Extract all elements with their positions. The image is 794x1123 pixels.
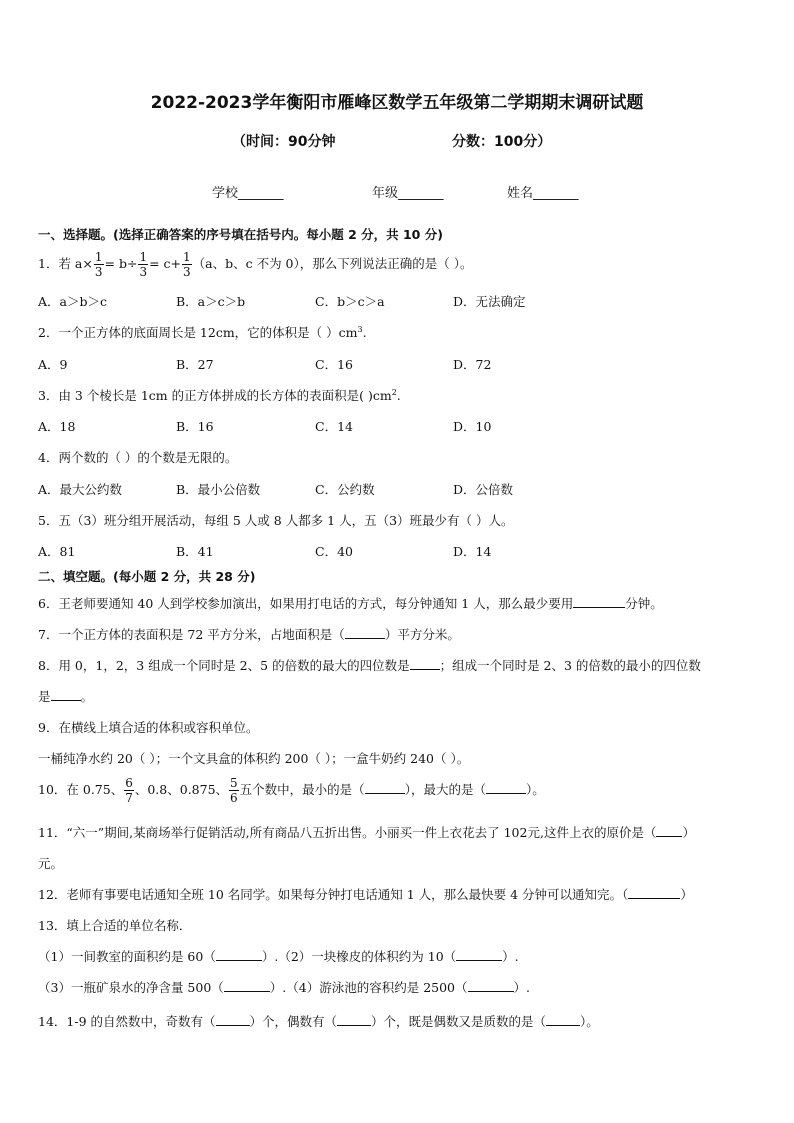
question-13-row1: （1）一间教室的面积约是 60（ ）.（2）一块橡皮的体积约为 10（ ）. [38, 949, 519, 964]
fraction: $\frac{5}{6}$ [230, 776, 238, 805]
question-4: 4．两个数的（ ）的个数是无限的。 [38, 450, 238, 465]
section-2-heading: 二、填空题。(每小题 2 分，共 28 分) [38, 569, 256, 584]
answer-blank[interactable] [573, 595, 625, 608]
fraction: $\frac{1}{3}$ [183, 250, 191, 279]
answer-blank[interactable] [337, 1013, 371, 1026]
fraction: $\frac{1}{3}$ [139, 250, 148, 279]
answer-blank[interactable] [410, 657, 440, 670]
q3-option-b: B．16 [176, 419, 214, 434]
q3-option-a: A．18 [38, 419, 76, 434]
q4-option-a: A．最大公约数 [38, 482, 123, 497]
q4-option-b: B．最小公倍数 [176, 482, 261, 497]
q5-option-c: C．40 [315, 544, 353, 559]
q2-option-c: C．16 [315, 357, 353, 372]
question-2: 2．一个正方体的底面周长是 12cm，它的体积是（ ）$cm^3$. [38, 324, 367, 340]
question-1: 1．若 a× $\frac{1}{3}$ = b÷ $\frac{1}{3}$ = c+ $\frac{1}{3}$ （a、b、c 不为 0），那么下列说法正确的是（ ）。 [38, 250, 473, 279]
name-field: 姓名_______ [507, 186, 579, 201]
question-5: 5．五（3）班分组开展活动，每组 5 人或 8 人都多 1 人，五（3）班最少有（ ）人。 [38, 513, 514, 528]
answer-blank[interactable] [456, 948, 502, 961]
answer-blank[interactable] [546, 1013, 580, 1026]
q5-option-d: D．14 [453, 544, 492, 559]
q1-option-c: C．b＞c＞a [315, 294, 385, 309]
answer-blank[interactable] [486, 781, 526, 794]
question-13: 13．填上合适的单位名称． [38, 918, 192, 933]
question-6: 6．王老师要通知 40 人到学校参加演出，如果用打电话的方式，每分钟通知 1 人，那么最少要用 分钟。 [38, 596, 663, 611]
answer-blank[interactable] [216, 948, 262, 961]
fraction: $\frac{1}{3}$ [94, 250, 103, 279]
answer-blank[interactable] [365, 781, 405, 794]
q5-option-a: A．81 [38, 544, 76, 559]
question-3: 3．由 3 个棱长是 1cm 的正方体拼成的长方体的表面积是( )$cm^2$. [38, 387, 401, 403]
question-11-cont: 元。 [38, 856, 64, 871]
answer-blank[interactable] [628, 886, 680, 899]
q1-option-b: B．a＞c＞b [176, 294, 246, 309]
q3-option-c: C．14 [315, 419, 353, 434]
question-9-items: 一桶纯净水约 20（ ）；一个文具盒的体积约 200（ ）；一盒牛奶约 240（ ）。 [38, 751, 470, 766]
q2-option-a: A．9 [38, 357, 68, 372]
school-field: 学校_______ [212, 186, 284, 201]
answer-blank[interactable] [224, 979, 270, 992]
q2-option-d: D．72 [453, 357, 492, 372]
question-10: 10．在 0.75、 $\frac{6}{7}$ 、0.8、0.875、 $\frac{5}{6}$ 五个数中，最小的是（ ），最大的是（ ）。 [38, 776, 545, 805]
question-14: 14．1-9 的自然数中，奇数有（ ）个，偶数有（ ）个，既是偶数又是质数的是（ ）。 [38, 1014, 599, 1029]
question-8: 8．用 0，1，2，3 组成一个同时是 2、5 的倍数的最大的四位数是 ；组成一个同时是 2、3 的倍数的最小的四位数 [38, 658, 701, 673]
exam-score: 分数：100分） [452, 134, 552, 150]
answer-blank[interactable] [468, 979, 514, 992]
question-12: 12．老师有事要电话通知全班 10 名同学。如果每分钟打电话通知 1 人，那么最快要 4 分钟可以通知完。（ ） [38, 887, 693, 902]
question-13-row2: （3）一瓶矿泉水的净含量 500（ ）.（4）游泳池的容积约是 2500（ ）. [38, 980, 530, 995]
fraction: $\frac{6}{7}$ [125, 776, 133, 805]
exam-time: （时间：90分钟 [232, 134, 336, 150]
q1-option-d: D．无法确定 [453, 294, 526, 309]
q3-option-d: D．10 [453, 419, 492, 434]
answer-blank[interactable] [51, 688, 81, 701]
question-8-cont: 是 。 [38, 689, 94, 704]
q5-option-b: B．41 [176, 544, 214, 559]
section-1-heading: 一、选择题。(选择正确答案的序号填在括号内。每小题 2 分，共 10 分) [38, 227, 443, 242]
answer-blank[interactable] [216, 1013, 250, 1026]
question-9: 9．在横线上填合适的体积或容积单位。 [38, 720, 259, 735]
q2-option-b: B．27 [176, 357, 214, 372]
grade-field: 年级_______ [372, 186, 444, 201]
page-title: 2022-2023学年衡阳市雁峰区数学五年级第二学期期末调研试题 [150, 93, 644, 113]
question-7: 7．一个正方体的表面积是 72 平方分米，占地面积是（ ）平方分米。 [38, 627, 460, 642]
answer-blank[interactable] [345, 626, 385, 639]
q1-option-a: A．a＞b＞c [38, 294, 107, 309]
q4-option-d: D．公倍数 [453, 482, 514, 497]
answer-blank[interactable] [656, 824, 682, 837]
q4-option-c: C．公约数 [315, 482, 375, 497]
question-11: 11．“六一”期间,某商场举行促销活动,所有商品八五折出售。小丽买一件上衣花去了 102元,这件上衣的原价是（ ） [38, 825, 695, 840]
